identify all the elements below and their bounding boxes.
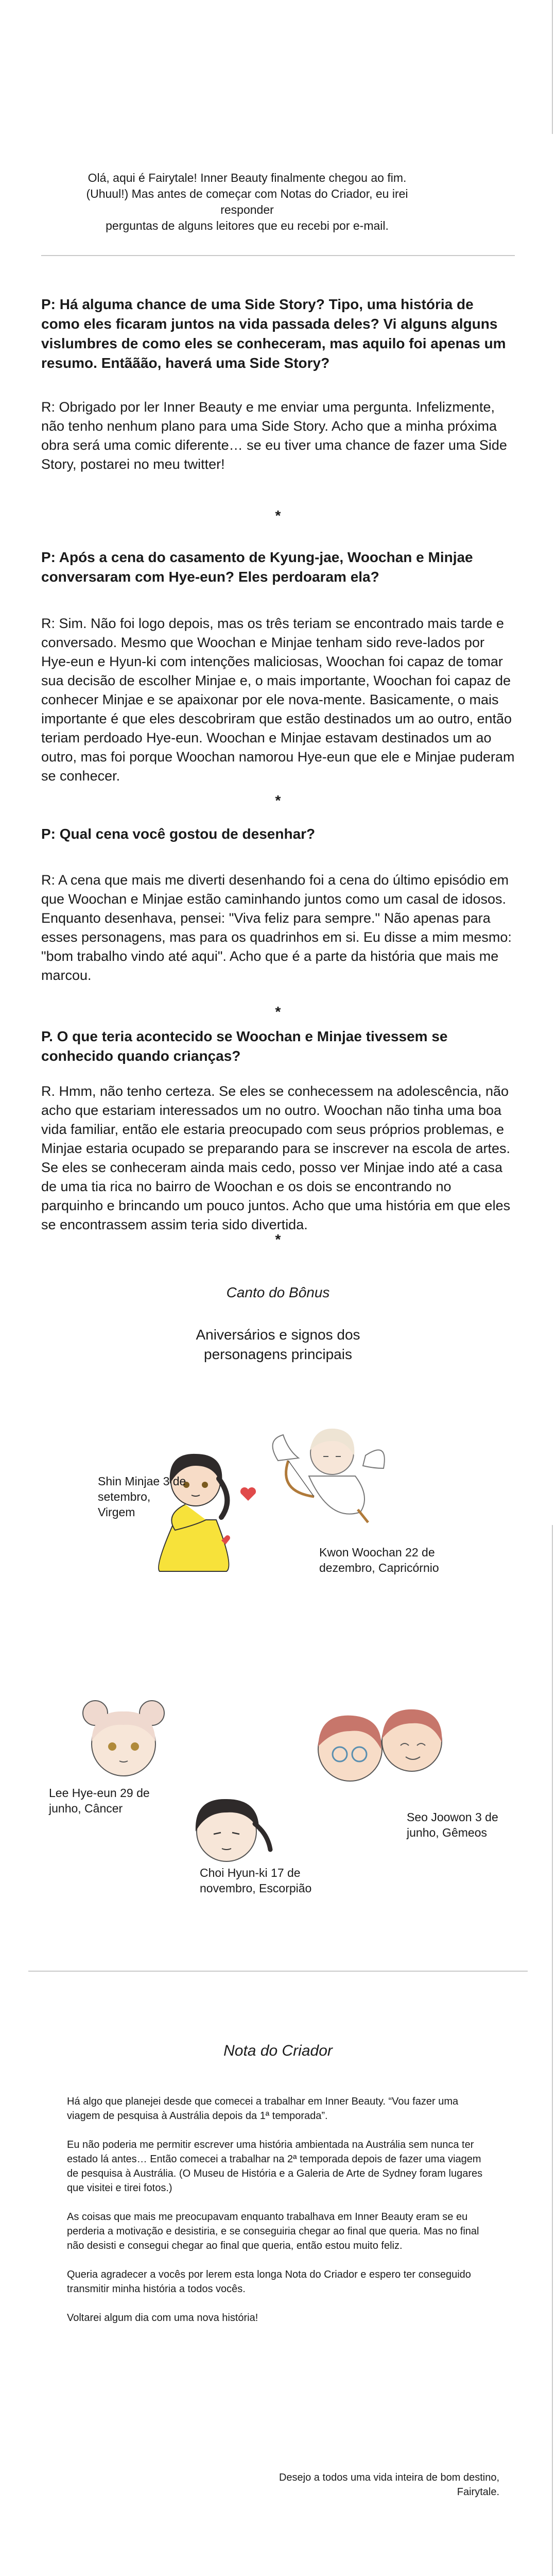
intro-text (72, 170, 422, 234)
intro-line: perguntas de alguns leitores que eu recebi por e-mail. (106, 219, 389, 232)
joowon-illustration (304, 1700, 453, 1788)
nota-paragraph: Voltarei algum dia com uma nova história! (67, 2312, 258, 2324)
nota-title: Nota do Criador (223, 2042, 333, 2059)
bonus-title: Canto do Bônus (226, 1284, 330, 1300)
question-1: P: Há alguma chance de uma Side Story? Tipo, uma história de como eles ficaram juntos na vida passada deles? Vi alguns alguns vislumbres de como eles se conheceram, mas aquilo foi apenas um resumo. Entããão, haverá uma Side Story? (41, 296, 506, 371)
nota-paragraph: As coisas que mais me preocupavam enquanto trabalhava em Inner Beauty eram se eu perderia a motivação e desistiria, e se conseguiria chegar ao final que queria. Mas no final não desisti e consegui chegar ao final que queria, então estou muito feliz. (67, 2211, 479, 2251)
answer-3: R: A cena que mais me diverti desenhando foi a cena do último episódio em que Woochan e Minjae estão caminhando juntos como um casal de idosos. Enquanto desenhava, pensei: "Viva feliz para sempre." Não apenas para esses personagens, mas para os quadrinhos em si. Eu disse a mim mesmo: "bom trabalho vindo até aqui". Acho que é a parte da história que mais me marcou. (41, 872, 512, 983)
question-3: P: Qual cena você gostou de desenhar? (41, 826, 316, 842)
page-edge-line-top (552, 0, 553, 134)
question-2: P: Após a cena do casamento de Kyung-jae, Woochan e Minjae conversaram com Hye-eun? Eles perdoaram ela? (41, 549, 473, 585)
hyunki-caption: Choi Hyun-ki 17 de novembro, Escorpião (200, 1866, 312, 1895)
woochan-caption: Kwon Woochan 22 de dezembro, Capricórnio (319, 1546, 439, 1574)
hyeeun-illustration (72, 1695, 175, 1783)
nota-paragraph: Queria agradecer a vocês por lerem esta longa Nota do Criador e espero ter conseguido transmitir minha história a todos vocês. (67, 2269, 471, 2295)
answer-4: R. Hmm, não tenho certeza. Se eles se conhecessem na adolescência, não acho que estariam interessados um no outro. Woochan não tinha uma boa vida familiar, então ele estaria preocupado com seus próprios problemas, e Minjae estaria ocupado se preparando para se inscrever na escola de artes. Se eles se conheceram ainda mais cedo, posso ver Minjae indo até a casa de uma tia rica no bairro de Woochan e os dois se encontrando no parquinho e brincando um pouco juntos. Acho que uma história em que eles se encontrassem assim teria sido divertida. (41, 1083, 511, 1232)
divider (41, 255, 515, 256)
separator-star: * (275, 1004, 281, 1020)
signature (190, 2470, 499, 2499)
separator-star: * (275, 792, 281, 808)
answer-2: R: Sim. Não foi logo depois, mas os três teriam se encontrado mais tarde e conversado. Mesmo que Woochan e Minjae tenham sido reve-lados por Hye-eun e Hyun-ki com intenções maliciosas, Woochan foi capaz de tomar sua decisão de escolher Minjae e, o mais importante, Woochan foi capaz de conhecer Minjae e se apaixonar por ele nova-mente. Basicamente, o mais importante é que eles descobriram que estão destinados um ao outro, então teriam perdoado Hye-eun. Woochan e Minjae estavam destinados um ao outro, mas foi porque Woochan namorou Hye-eun que ele e Minjae puderam se conhecer. (41, 616, 515, 784)
answer-1: R: Obrigado por ler Inner Beauty e me enviar uma pergunta. Infelizmente, não tenho nenhum plano para uma Side Story. Acho que a minha próxima obra será uma comic diferente… se eu tiver uma chance de fazer uma Side Story, postarei no meu twitter! (41, 399, 507, 472)
nota-paragraph: Eu não poderia me permitir escrever uma história ambientada na Austrália sem nunca ter estado lá antes… Então comecei a trabalhar na 2ª temporada depois de fazer uma viagem de pesquisa à Austrália. (O Museu de História e a Galeria de Arte de Sydney foram lugares que visitei e tirei fotos.) (67, 2139, 483, 2194)
nota-paragraph: Há algo que planejei desde que comecei a trabalhar em Inner Beauty. “Vou fazer uma viagem de pesquisa à Austrália depois da 1ª temporada”. (67, 2096, 459, 2122)
joowon-caption: Seo Joowon 3 de junho, Gêmeos (407, 1810, 498, 1839)
bonus-subtitle: Aniversários e signos dos personagens principais (196, 1327, 360, 1362)
separator-star: * (275, 507, 281, 523)
nota-body (67, 2094, 489, 2340)
minjae-caption: Shin Minjae 3 de setembro, Virgem (98, 1475, 186, 1519)
hyeeun-caption: Lee Hye-eun 29 de junho, Câncer (49, 1786, 150, 1815)
divider (28, 1971, 528, 1972)
question-4: P. O que teria acontecido se Woochan e Minjae tivessem se conhecido quando crianças? (41, 1028, 448, 1064)
separator-star: * (275, 1231, 281, 1247)
intro-line: Olá, aqui é Fairytale! Inner Beauty finalmente chegou ao fim. (88, 171, 407, 184)
woochan-illustration (268, 1419, 391, 1533)
signature-name: Fairytale. (457, 2486, 499, 2498)
hyunki-illustration (178, 1788, 275, 1865)
intro-line: (Uhuul!) Mas antes de começar com Notas do Criador, eu irei responder (86, 187, 408, 216)
heart-icon (239, 1486, 257, 1502)
signature-line: Desejo a todos uma vida inteira de bom destino, (279, 2472, 499, 2483)
